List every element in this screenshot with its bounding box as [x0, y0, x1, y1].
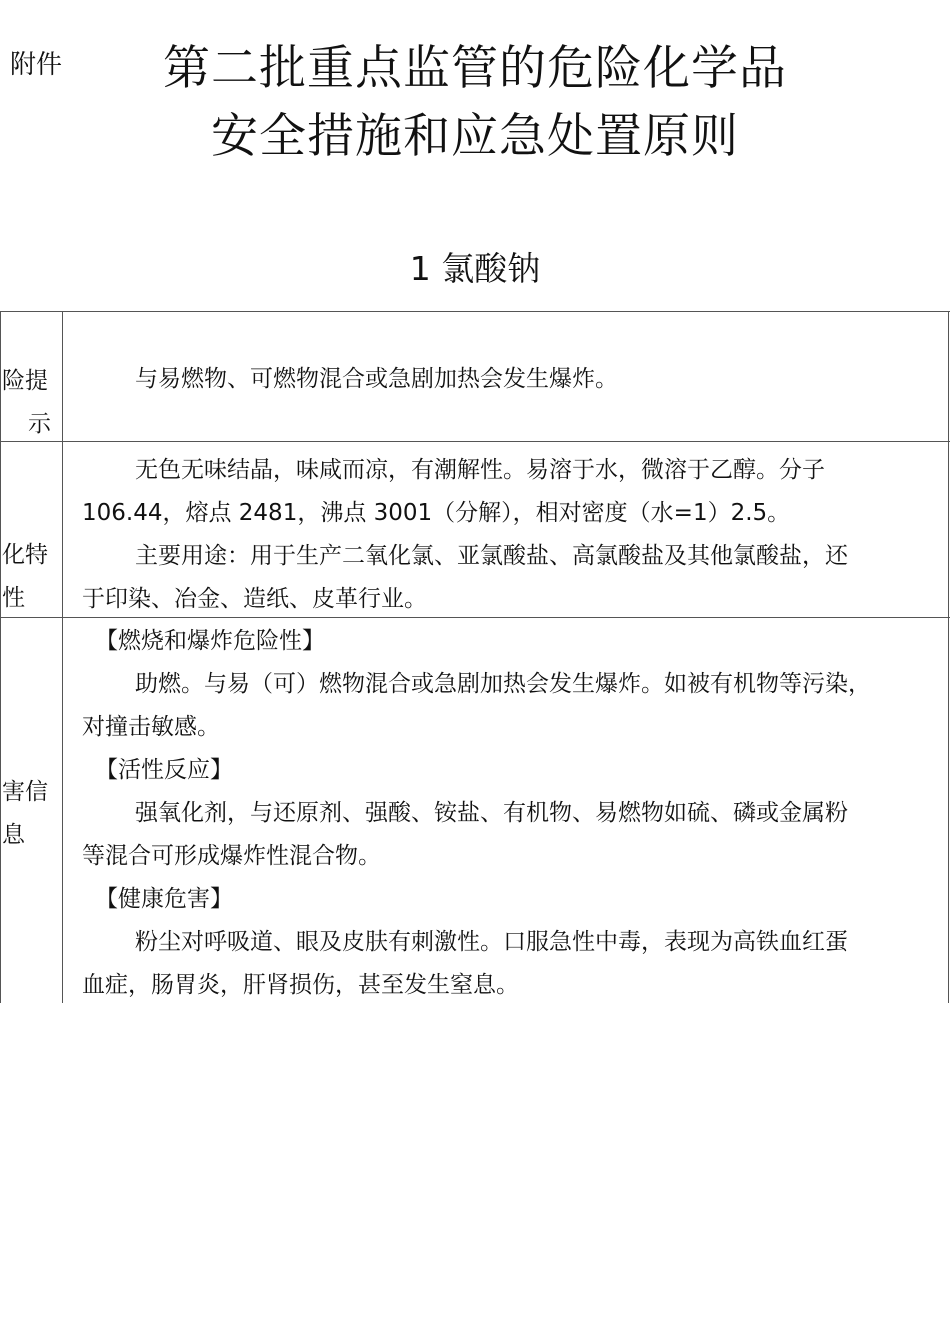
chemical-heading: 1 氯酸钠 [409, 249, 541, 288]
section-title-reactivity: 【活性反应】 [95, 757, 233, 783]
section-title-health: 【健康危害】 [95, 886, 233, 912]
table-top-border [0, 311, 950, 312]
document-title-line2: 安全措施和应急处置原则 [211, 109, 739, 164]
row-label-physchem: 化特 性 [2, 542, 48, 611]
table-column-divider [62, 311, 63, 1003]
table-left-border [0, 311, 1, 1003]
document-title-line1: 第二批重点监管的危险化学品 [163, 41, 787, 96]
row-divider-1 [0, 441, 950, 442]
row-label-hazard-info: 害信 息 [2, 779, 48, 848]
section-title-combustion: 【燃烧和爆炸危险性】 [95, 628, 325, 654]
hazard-tip-content: 与易燃物、可燃物混合或急剧加热会发生爆炸。 [135, 366, 618, 392]
attachment-label: 附件 [10, 50, 63, 80]
hazard-info-content: 【燃烧和爆炸危险性】 助燃。与易（可）燃物混合或急剧加热会发生爆炸。如被有机物等污染， 对撞击敏感。 【活性反应】 强氧化剂，与还原剂、强酸、铵盐、有机物、易燃物如硫、磷或金属粉 等混合可形成爆炸性混合物。 【健康危害】 粉尘对呼吸道、眼及皮肤有刺激性。口服急性中毒，表现为高铁血红蛋 血症，肠胃炎，肝肾损伤，甚至发生窒息。 [82, 620, 950, 1007]
physchem-content: 无色无味结晶，味咸而凉，有潮解性。易溶于水，微溶于乙醇。分子 106.44，熔点 2481，沸点 3001（分解），相对密度（水=1）2.5。 主要用途：用于生产二氧化氯、亚氯酸盐、高氯酸盐及其他氯酸盐，还 于印染、冶金、造纸、皮革行业。 [82, 457, 848, 612]
row-label-hazard-tip: 险提 示 [2, 368, 51, 437]
